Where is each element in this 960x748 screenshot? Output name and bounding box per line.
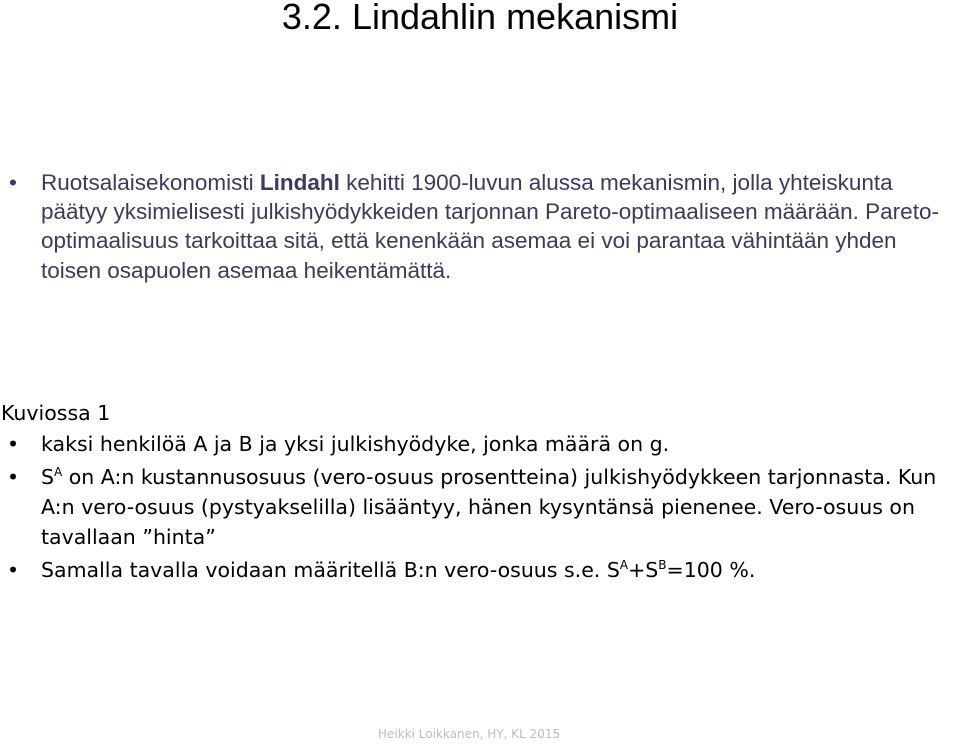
intro-text-start: Ruotsalaisekonomisti — [41, 170, 260, 195]
slide-title: 3.2. Lindahlin mekanismi — [281, 0, 679, 37]
intro-bullet — [0, 168, 960, 285]
figure-heading: Kuviossa 1 — [1, 401, 111, 425]
bullet-dot: • — [6, 465, 20, 489]
intro-text — [41, 170, 939, 283]
intro-text-rest: kehitti 1900-luvun alussa mekanismin, jolla yhteiskunta päätyy yksimielisesti julkishyödykkeiden tarjonnan Pareto-optimaaliseen määrään. Pareto-optimaalisuus tarkoittaa sitä, että kenenkään asemaa ei voi parantaa vähintään yhden toisen osapuolen asemaa heikentämättä. — [41, 170, 939, 283]
intro-bold-name: Lindahl — [259, 170, 340, 195]
list-item — [0, 555, 960, 585]
bullet-text-3 — [41, 558, 755, 582]
superscript-a: A — [54, 465, 63, 479]
list-item — [0, 462, 960, 552]
superscript-b: B — [658, 558, 667, 572]
bullet-dot: • — [6, 558, 20, 582]
slide-footer: Heikki Loikkanen, HY, KL 2015 — [378, 727, 561, 741]
bullet-dot: • — [9, 170, 17, 195]
bullet-text-3-start: Samalla tavalla voidaan määritellä B:n vero-osuus s.e. S — [41, 558, 620, 582]
figure-section — [0, 398, 960, 588]
intro-paragraph — [0, 168, 960, 285]
superscript-a: A — [619, 558, 629, 572]
bullet-dot: • — [6, 432, 20, 456]
bullet-text-3-end: =100 %. — [666, 558, 756, 582]
list-item — [0, 429, 960, 459]
bullet-text-3-mid: +S — [628, 558, 659, 582]
bullet-text-2 — [41, 465, 936, 549]
bullet-text-1: kaksi henkilöä A ja B ja yksi julkishyödyke, jonka määrä on g. — [41, 432, 670, 456]
bullet-text-2-rest: on A:n kustannusosuus (vero-osuus prosentteina) julkishyödykkeen tarjonnasta. Kun A:n vero-osuus (pystyakselilla) lisääntyy, hänen kysyntänsä pienenee. Vero-osuus on tavallaan ”hinta” — [41, 465, 937, 549]
symbol-s: S — [41, 465, 55, 489]
